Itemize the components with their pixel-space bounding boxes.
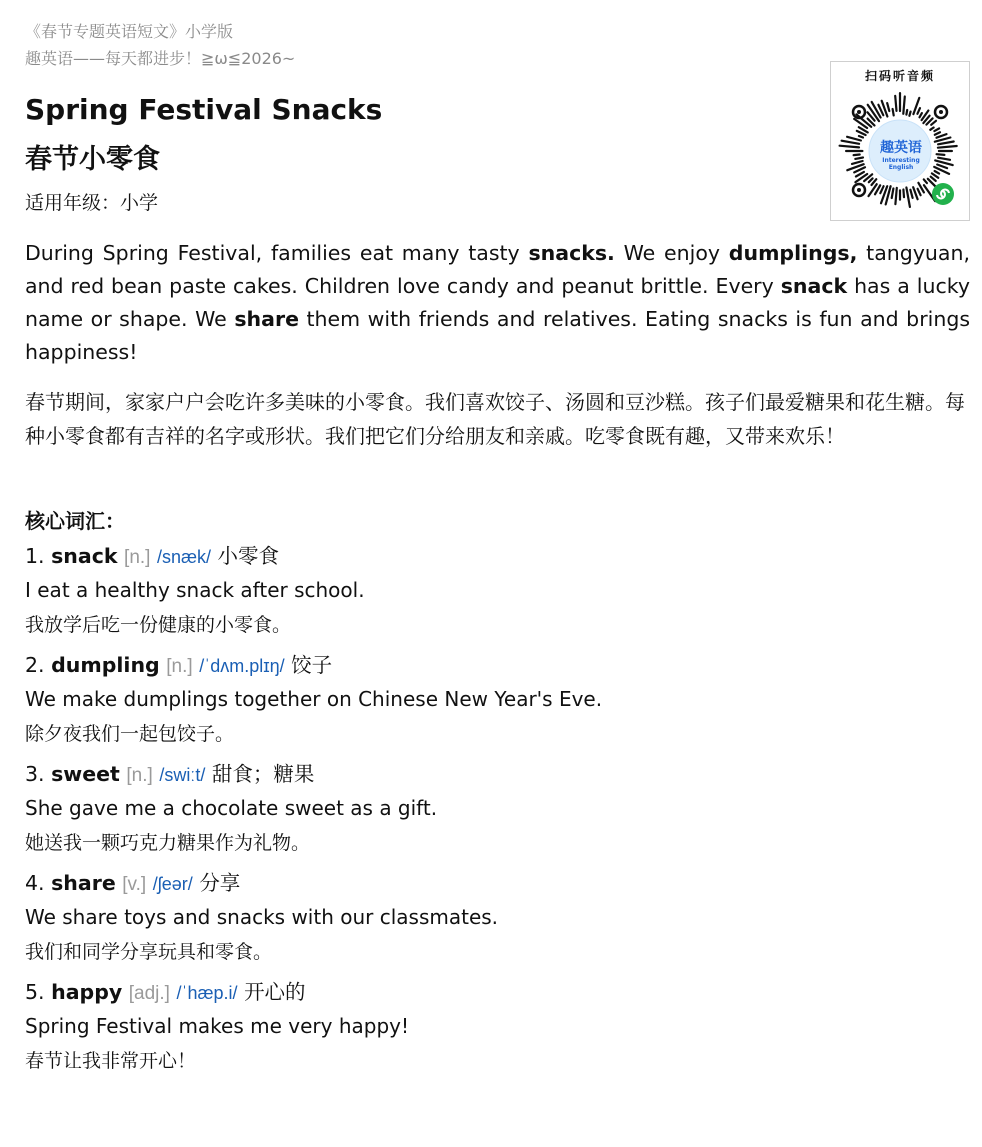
qr-ray [930,128,933,130]
vocab-headword-line: 2. dumpling [n.] /ˈdʌm.plɪŋ/ 饺子 [25,653,333,677]
qr-ray [938,146,957,148]
qr-ray [934,128,939,131]
qr-ray [938,142,954,145]
vocab-entry [25,760,970,860]
example-sentence: We make dumplings together on Chinese New Year's Eve. [25,687,603,711]
qr-ray [903,190,904,198]
vocab-word: sweet [51,762,120,786]
vocab-headword-line: 3. sweet [n.] /swiːt/ 甜食；糖果 [25,762,315,786]
qr-ray [906,188,910,207]
qr-ray [909,112,910,116]
example-sentence: We share toys and snacks with our classmates. [25,905,499,929]
vocab-word: snack [51,544,118,568]
title-chinese: 春节小零食 [25,144,160,175]
keyword: dumplings, [728,241,858,265]
qr-ray [842,141,860,144]
qr-ray [937,154,945,155]
qr-ray [892,189,894,199]
qr-ray [924,179,927,183]
qr-ray [903,97,905,114]
example-sentence: I eat a healthy snack after school. [25,578,365,602]
qr-ray [847,137,861,141]
part-of-speech: [n.] [166,656,193,677]
vocab-meaning: 小零食 [217,544,280,568]
example-sentence: Spring Festival makes me very happy! [25,1014,410,1038]
header-slogan: 趣英语——每天都进步！≧ω≦2026~ [25,49,296,68]
qr-ray [893,109,894,115]
qr-ray [935,132,940,135]
vocab-headword-line: 1. snack [n.] /snæk/ 小零食 [25,544,280,568]
part-of-speech: [adj.] [128,983,170,1004]
qr-ray [918,189,921,195]
example-translation: 她送我一颗巧克力糖果作为礼物。 [25,832,311,854]
grade-level: 适用年级：小学 [25,192,159,214]
vocab-meaning: 分享 [199,871,241,895]
passage-english: During Spring Festival, families eat many tasty snacks. We enjoy dumplings, tangyuan, and red bean paste cakes. Children love candy and peanut brittle. Every snack has a lucky name or shape. We share them with friends and relatives. Eating snacks is fun and brings happiness! [25,241,971,364]
document-page [25,18,970,1078]
qr-ray [938,158,950,160]
qr-scan-label: 扫码听音频 [864,69,935,83]
example-sentence: She gave me a chocolate sweet as a gift. [25,796,438,820]
qr-ray [920,113,922,117]
qr-ray [935,171,940,174]
example-translation: 除夕夜我们一起包饺子。 [25,723,235,745]
qr-brand-subtitle: Interesting English [882,157,920,171]
vocab-word: happy [51,980,123,1004]
qr-ray [895,188,896,204]
part-of-speech: [n.] [126,765,153,786]
vocab-meaning: 甜食；糖果 [211,762,315,786]
pronunciation: /ʃeər/ [152,874,193,894]
part-of-speech: [v.] [122,874,147,895]
vocab-entry [25,542,970,642]
qr-ray [855,158,863,159]
vocab-entry [25,651,970,751]
qr-ray [880,186,883,193]
example-translation: 春节让我非常开心！ [25,1050,197,1072]
qr-brand-logo: 趣英语 [880,140,922,156]
vocab-word: share [51,871,116,895]
qr-ray [840,146,859,148]
header-series-title: 《春节专题英语短文》小学版 [25,22,234,41]
pronunciation: /ˈdʌm.plɪŋ/ [199,656,285,676]
qr-ray [859,136,863,138]
qr-ray [910,190,912,198]
vocab-word: dumpling [51,653,160,677]
vocab-entry [25,978,970,1078]
example-translation: 我放学后吃一份健康的小零食。 [25,614,292,636]
qr-ray [854,119,867,128]
example-translation: 我们和同学分享玩具和零食。 [25,941,273,963]
pronunciation: /ˈhæp.i/ [176,983,238,1003]
passage-chinese: 春节期间，家家户户会吃许多美味的小零食。我们喜欢饺子、汤圆和豆沙糕。孩子们最爱糖果和花生糖。每种小零食都有吉祥的名字或形状。我们把它们分给朋友和亲戚。吃零食既有趣，又带来欢乐！ [25,390,965,448]
keyword: snacks. [528,241,615,265]
qr-ray [869,178,873,182]
mini-program-badge-icon [932,183,954,205]
qr-ray [931,177,936,181]
qr-ray [937,134,947,138]
vocab-section-title: 核心词汇： [25,509,125,533]
vocab-entry [25,869,970,969]
keyword: snack [780,274,848,298]
vocab-meaning: 饺子 [291,653,333,677]
qr-ray [854,155,860,156]
title-english: Spring Festival Snacks [25,93,383,126]
vocab-headword-line: 5. happy [adj.] /ˈhæp.i/ 开心的 [25,980,306,1004]
mini-program-qr-code[interactable] [830,61,970,221]
pronunciation: /swiːt/ [159,765,206,785]
qr-ray [852,161,863,164]
vocab-headword-line: 4. share [v.] /ʃeər/ 分享 [25,871,241,895]
pronunciation: /snæk/ [156,547,212,567]
qr-ray [895,96,896,111]
part-of-speech: [n.] [124,547,151,568]
qr-ray [917,108,920,114]
vocab-meaning: 开心的 [244,980,306,1004]
qr-ray [906,110,907,115]
qr-ray [887,103,889,111]
vocab-list [25,542,970,1078]
qr-ray [937,165,947,169]
qr-ray [931,121,936,125]
keyword: share [234,307,299,331]
